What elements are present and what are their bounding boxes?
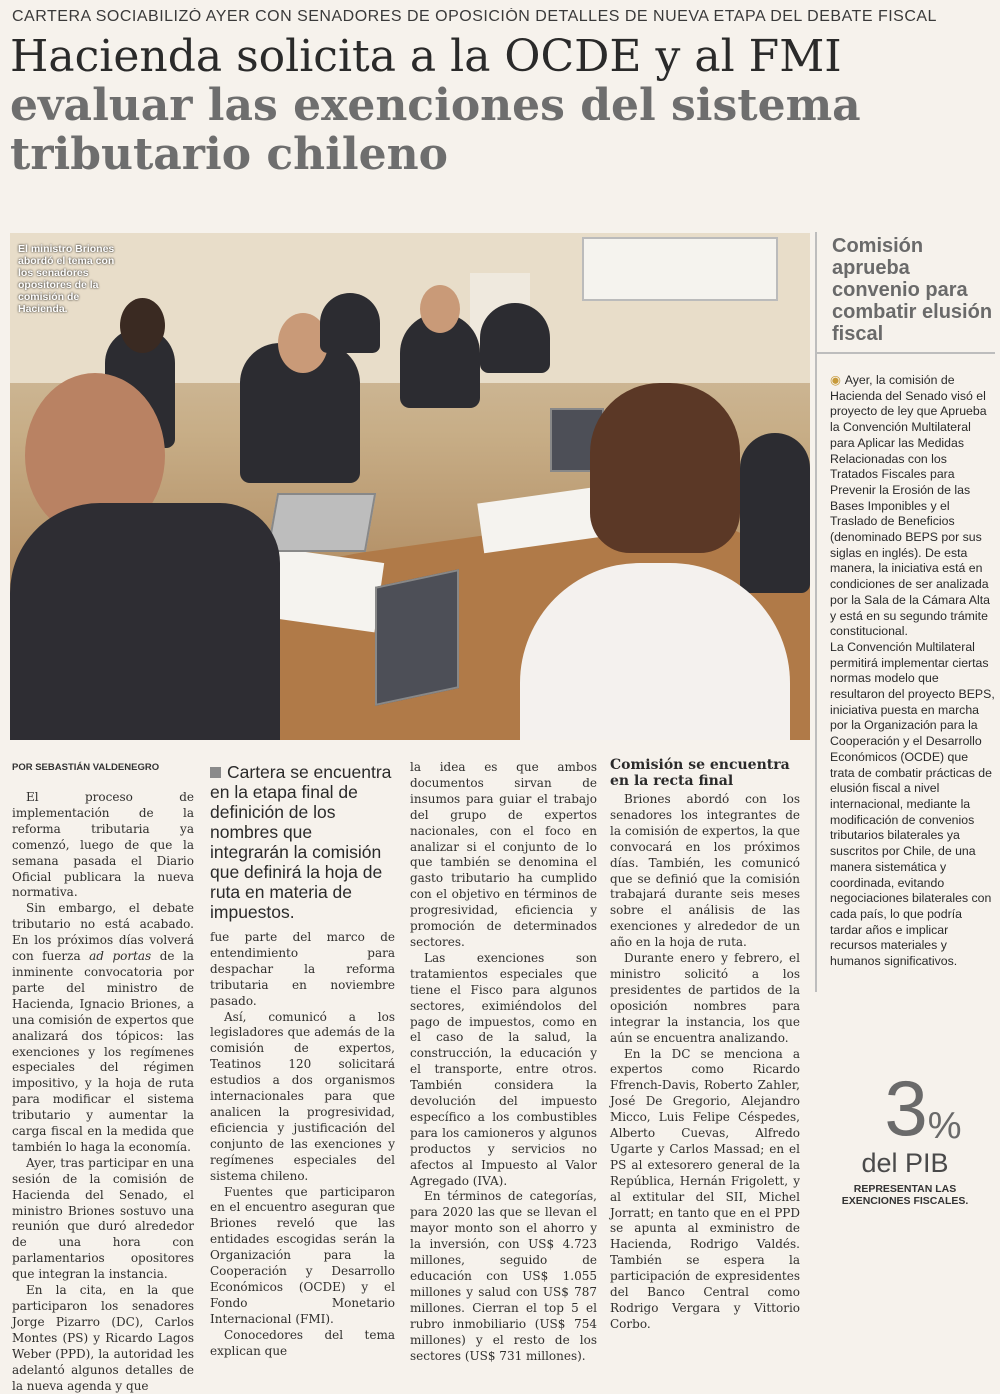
- paragraph: Sin embargo, el debate tributario no está acabado. En los próximos días volverá con fuerza ad portas de la inminente convocatoria por parte del ministro de Hacienda, Ignacio Briones, a una comisión de expertos que analizará dos tópicos: las exenciones y los regímenes especiales del régimen impositivo, y la hoja de ruta para modificar el sistema tributario y aumentar la carga fiscal en la medida que también lo haga la economía.: [12, 901, 194, 1154]
- sidebar-divider: [815, 232, 817, 992]
- stat-number: 3%: [884, 1064, 962, 1152]
- square-bullet-icon: [210, 767, 221, 778]
- sidebar-paragraph: ◉ Ayer, la comisión de Hacienda del Senado visó el proyecto de ley que Aprueba la Convención Multilateral para Aplicar las Medidas Relacionadas con los Tratados Fiscales para Prevenir la Erosión de las Bases Imponibles y el Traslado de Beneficios (denominado BEPS por sus siglas en inglés). De esta manera, la iniciativa está en condiciones de ser analizada por la Sala de la Cámara Alta y está en su segundo trámite constitucional.: [830, 373, 990, 639]
- paragraph: Así, comunicó a los legisladores que además de la comisión de expertos, Teatinos 120 solicitará estudios a dos organismos internacionales para que analicen la progresividad, eficiencia y justificación del conjunto de las exenciones y regímenes especiales del sistema chileno.: [210, 1009, 395, 1183]
- sidebar-title: Comisión aprueba convenio para combatir elusión fiscal: [832, 235, 993, 345]
- paragraph: Briones abordó con los senadores los integrantes de la comisión de expertos, la que convocará en los próximos días. También, les comunicó que se definió que la comisión trabajará durante seis meses sobre el análisis de las exenciones y alrededor de un año en la hoja de ruta.: [610, 792, 800, 950]
- news-photo: [10, 233, 810, 740]
- article-column-3: [410, 760, 597, 1364]
- paragraph: Las exenciones son tratamientos especiales que tiene el Fisco para algunos sectores, eximiéndolos del pago de impuestos, como en el caso de la salud, la construcción, la educación y el transporte, entre otros. También considera la devolución del impuesto específico a los combustibles para los camioneros y algunos productos y servicios no afectos al Impuesto al Valor Agregado (IVA).: [410, 950, 597, 1188]
- kicker: CARTERA SOCIABILIZÓ AYER CON SENADORES DE OPOSICIÓN DETALLES DE NUEVA ETAPA DEL DEBATE FISCAL: [12, 8, 937, 25]
- photo-caption: El ministro Briones abordó el tema con los senadores opositores de la comisión de Hacienda.: [18, 243, 115, 315]
- byline: POR SEBASTIÁN VALDENEGRO: [12, 762, 160, 773]
- paragraph: En la cita, en la que participaron los senadores Jorge Pizarro (DC), Carlos Montes (PS) y Ricardo Lagos Weber (PPD), la autoridad les adelantó algunos detalles de la nueva agenda y que: [12, 1283, 194, 1393]
- paragraph: En la DC se menciona a expertos como Ricardo Ffrench-Davis, Roberto Zahler, José De Gregorio, Alejandro Micco, Luis Felipe Céspedes, Alberto Cuevas, Alfredo Ugarte y Carlos Massad; en el PS al extesorero general de la República, Hernán Frigolett, y al extitular del SII, Michel Jorratt; en tanto que en el PPD se apunta al exministro de Hacienda, Rodrigo Valdés. También se espera la participación de expresidentes del Banco Central como Rodrigo Vergara y Vittorio Corbo.: [610, 1046, 800, 1331]
- paragraph: Durante enero y febrero, el ministro solicitó a los presidentes de partidos de la oposición nombres para integrar la instancia, los que aún se encuentra analizando.: [610, 951, 800, 1045]
- paragraph: la idea es que ambos documentos sirvan de insumos para guiar el trabajo del grupo de expertos nacionales, con el foco en analizar si el conjunto de lo que también se denomina el gasto tributario ha cumplido con el objetivo en términos de progresividad, eficiencia y promoción de determinados sectores.: [410, 760, 597, 949]
- paragraph: El proceso de implementación de la reforma tributaria ya comenzó, luego de que la semana pasada el Diario Oficial publicara la nueva normativa.: [12, 790, 194, 900]
- paragraph: Fuentes que participaron en el encuentro aseguran que Briones reveló que las entidades escogidas serán la Organización para la Cooperación y Desarrollo Económicos (OCDE) y el Fondo Monetario Internacional (FMI).: [210, 1184, 395, 1326]
- stat-unit: del PIB: [861, 1148, 949, 1178]
- article-column-1: [12, 790, 194, 1394]
- sidebar-paragraph: La Convención Multilateral permitirá implementar ciertas normas modelo que resultaron del proyecto BEPS, iniciativa puesta en marcha por la Organización para la Cooperación y el Desarrollo Económicos (OCDE) que trata de combatir prácticas de elusión fiscal a nivel internacional, mediante la modificación de convenios tributarios bilaterales ya suscritos por Chile, de una manera sistemática y coordinada, evitando negociaciones bilaterales con cada país, lo que podría tardar años e implicar recursos materiales y humanos significativos.: [830, 639, 995, 969]
- headline-part1: Hacienda solicita a la OCDE y al FMI: [10, 31, 842, 82]
- paragraph: fue parte del marco de entendimiento para despachar la reforma tributaria en noviembre pasado.: [210, 930, 395, 1008]
- column-subhead: Comisión se encuentra en la recta final: [610, 757, 790, 789]
- stat-caption: REPRESENTAN LAS EXENCIONES FISCALES.: [841, 1183, 969, 1207]
- stat-percent: %: [927, 1105, 962, 1147]
- paragraph: Ayer, tras participar en una sesión de la comisión de Hacienda del Senado, el ministro Briones sostuvo una reunión que duró alrededor de una hora con parlamentarios opositores que integran la instancia.: [12, 1155, 194, 1282]
- paragraph: Conocedores del tema explican que: [210, 1327, 395, 1358]
- paragraph: En términos de categorías, para 2020 las que se llevan el mayor monto son el ahorro y la inversión, con US$ 4.723 millones, seguido de educación con US$ 1.055 millones y salud con US$ 787 millones. Cierran el top 5 el rubro inmobiliario (US$ 754 millones) y el resto de los sectores (US$ 731 millones).: [410, 1189, 597, 1363]
- headline: [10, 32, 995, 179]
- sidebar-body: [830, 373, 995, 970]
- headline-part2: evaluar las exenciones del sistema tributario chileno: [10, 80, 861, 180]
- sidebar-title-rule: [815, 352, 995, 354]
- bullet-icon: ◉: [830, 373, 841, 387]
- pullquote: Cartera se encuentra en la etapa final de definición de los nombres que integrarán la comisión que definirá la hoja de ruta en materia de impuestos.: [210, 762, 392, 922]
- article-column-2: [210, 930, 395, 1359]
- article-column-4: [610, 792, 800, 1333]
